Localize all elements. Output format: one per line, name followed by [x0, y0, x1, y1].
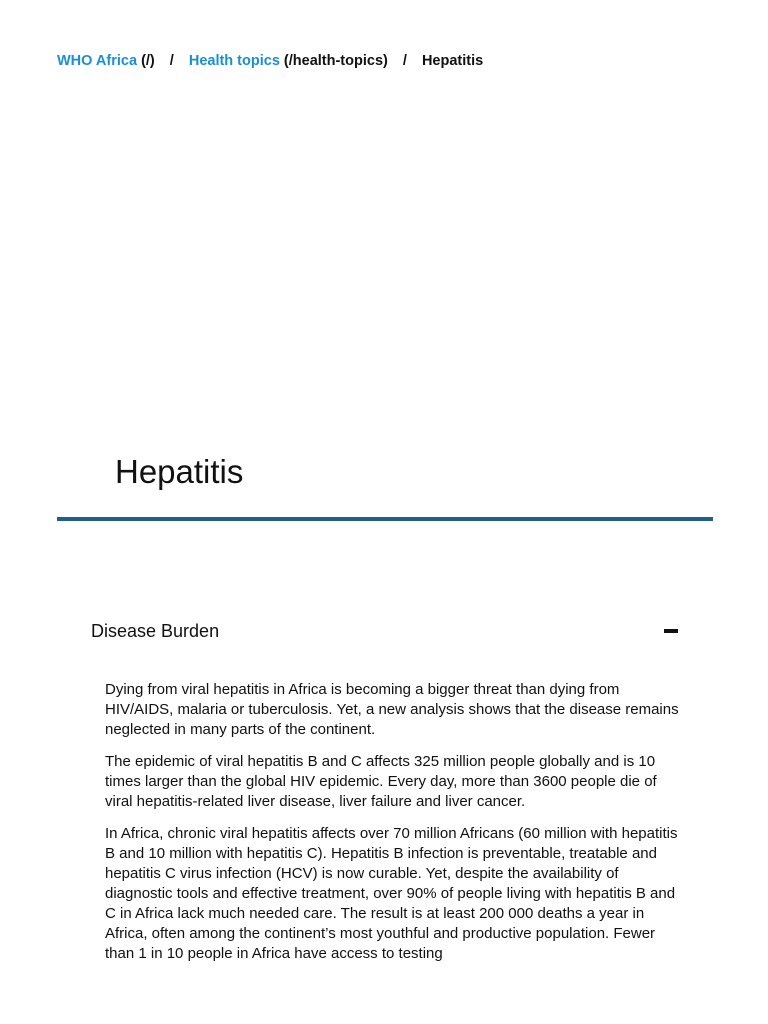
paragraph: Dying from viral hepatitis in Africa is becoming a bigger threat than dying from HIV/AIDS, malaria or tuberculosis. Yet, a new analysis shows that the disease remains neglected in many parts of the continent. [105, 681, 679, 738]
breadcrumb-href-health-topics: (/health-topics) [283, 53, 388, 69]
breadcrumb-href-home: (/) [141, 53, 155, 69]
breadcrumb-separator: / [169, 53, 174, 69]
breadcrumb-current: Hepatitis [421, 53, 484, 69]
paragraph: In Africa, chronic viral hepatitis affects over 70 million Africans (60 million with hepatitis B and 10 million with hepatitis C). Hepatitis B infection is preventable, treatable and hepatitis C virus infection (HCV) is now curable. Yet, despite the availability of diagnostic tools and effective treatment, over 90% of people living with hepatitis B and C in Africa lack much needed care. The result is at least 200 000 deaths a year in Africa, often among the continent’s most youthful and productive population. Fewer than 1 in 10 people in Africa have access to testing [105, 825, 678, 962]
accordion-title: Disease Burden [91, 621, 220, 641]
minus-icon[interactable] [664, 629, 678, 633]
title-divider [57, 517, 713, 521]
accordion-toggle-disease-burden[interactable] [91, 618, 681, 646]
breadcrumb-separator: / [402, 53, 407, 69]
breadcrumb-link-health-topics[interactable]: Health topics [188, 53, 280, 69]
paragraph: The epidemic of viral hepatitis B and C affects 325 million people globally and is 10 times larger than the global HIV epidemic. Every day, more than 3600 people die of viral hepatitis-related liver disease, liver failure and liver cancer. [105, 753, 657, 810]
breadcrumb [57, 51, 483, 71]
page-title: Hepatitis [115, 453, 244, 490]
accordion-content [105, 680, 680, 976]
breadcrumb-link-who-africa[interactable]: WHO Africa [57, 53, 138, 69]
